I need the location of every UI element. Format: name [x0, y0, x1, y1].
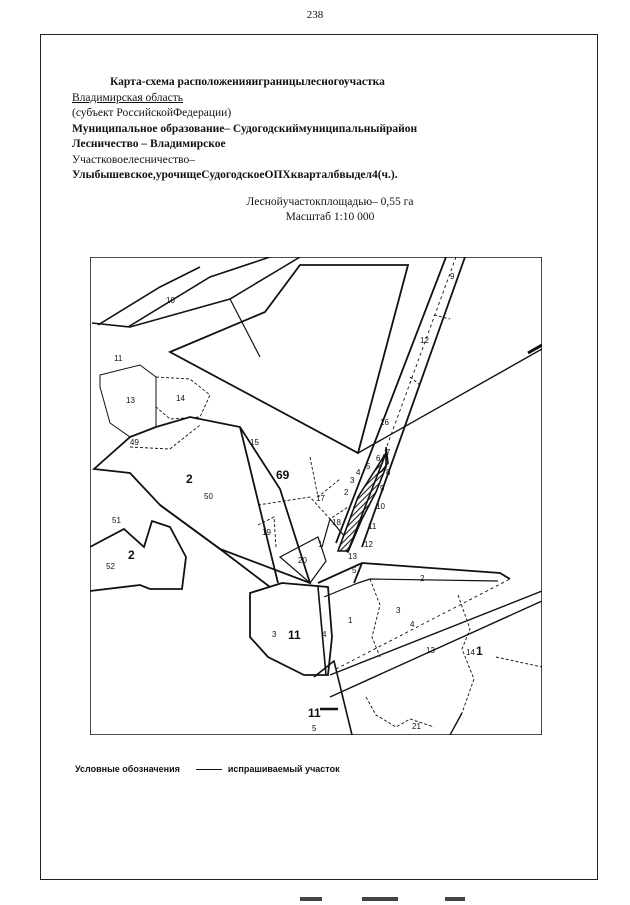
label-stand-11b: 11 — [368, 522, 377, 531]
boundary-line — [230, 299, 260, 357]
label-stand-3: 3 — [350, 476, 355, 485]
stand-boundary — [366, 697, 434, 727]
subdivision-line — [434, 315, 450, 319]
boundary-line — [92, 257, 300, 327]
label-stand-19: 19 — [262, 528, 271, 537]
label-stand-7: 7 — [386, 448, 391, 457]
label-stand-5-south: 5 — [312, 724, 317, 733]
label-stand-49: 49 — [130, 438, 139, 447]
road-line — [336, 257, 446, 543]
forestry-line: Лесничество – Владимирское — [72, 138, 226, 150]
map-legend — [75, 764, 340, 774]
label-stand-21: 21 — [412, 722, 421, 731]
page-number: 238 — [306, 9, 324, 21]
label-stand-3-east: 3 — [396, 606, 401, 615]
label-quarter-2: 2 — [186, 472, 193, 486]
label-stand-11: 11 — [114, 354, 123, 363]
label-quarter-69: 69 — [276, 468, 290, 482]
road-line — [98, 267, 200, 325]
boundary-line — [358, 349, 542, 453]
label-stand-14: 14 — [176, 394, 185, 403]
label-stand-8: 8 — [386, 468, 391, 477]
area-line: Леснойучастокплощадью– 0,55 га — [246, 196, 414, 208]
legend-title: Условные обозначения — [75, 764, 180, 774]
label-stand-3-south: 3 — [272, 630, 277, 639]
label-quarter-1: 1 — [476, 644, 483, 658]
label-stand-2-east: 2 — [420, 574, 425, 583]
forest-map — [90, 257, 542, 735]
boundary-line — [330, 601, 542, 697]
scan-mark — [445, 897, 465, 901]
label-stand-13: 13 — [126, 396, 135, 405]
label-stand-14-east: 14 — [466, 648, 475, 657]
label-stand-4-south: 4 — [322, 630, 327, 639]
stand-boundary — [258, 497, 348, 519]
scan-mark — [362, 897, 398, 901]
label-stand-5b: 5 — [352, 566, 357, 575]
stand-boundary — [496, 657, 542, 667]
boundary-line — [160, 505, 270, 587]
boundary-line — [330, 591, 542, 675]
region-name: Владимирская область — [72, 91, 184, 104]
label-stand-13-east: 13 — [426, 646, 435, 655]
quarter-boundary — [90, 521, 186, 591]
stand-boundary — [310, 457, 340, 497]
stand-boundary — [370, 579, 380, 657]
legend-line-symbol — [196, 769, 222, 770]
label-quarter-9: 9 — [450, 272, 455, 281]
label-stand-15: 15 — [250, 438, 259, 447]
label-stand-10: 10 — [166, 296, 175, 305]
label-stand-10b: 10 — [376, 502, 385, 511]
boundary-mark — [528, 345, 542, 353]
region-note: (субъект РоссийскойФедерации) — [72, 107, 232, 119]
label-stand-12: 12 — [420, 336, 429, 345]
label-stand-5: 5 — [366, 462, 371, 471]
boundary-line — [324, 579, 498, 597]
stand-boundary — [130, 425, 200, 449]
subdivision-line — [410, 377, 420, 385]
map-header — [72, 75, 552, 184]
municipality-line: Муниципальное образование– Судогодскиймуниципальныйрайон — [72, 122, 418, 135]
label-stand-9: 9 — [380, 484, 385, 493]
boundary-line — [314, 661, 352, 735]
label-stand-12b: 12 — [364, 540, 373, 549]
district-value: Улыбышевское,урочищеСудогодскоеОПХкварталбвыдел4(ч.). — [72, 169, 398, 181]
label-stand-52: 52 — [106, 562, 115, 571]
legend-item: испрашиваемый участок — [227, 764, 340, 774]
label-stand-4-east: 4 — [410, 620, 415, 629]
district-label: Участковоелесничество– — [72, 153, 195, 166]
quarter-boundary — [94, 417, 310, 583]
boundary-line — [450, 713, 462, 735]
label-stand-51: 51 — [112, 516, 121, 525]
label-stand-2: 2 — [344, 488, 349, 497]
label-stand-1-east: 1 — [348, 616, 353, 625]
label-stand-16: 16 — [380, 418, 389, 427]
scale-line: Масштаб 1:10 000 — [285, 211, 375, 223]
label-quarter-2-south: 2 — [128, 548, 135, 562]
area-block — [200, 195, 460, 225]
label-quarter-11: 11 — [288, 628, 301, 642]
label-quarter-11-south: 11 — [308, 706, 321, 720]
label-stand-13b: 13 — [348, 552, 357, 561]
label-stand-6: 6 — [376, 454, 381, 463]
boundary-line — [500, 573, 542, 735]
label-stand-4: 4 — [356, 468, 361, 477]
label-stand-1: 1 — [318, 540, 323, 549]
label-stand-17: 17 — [316, 494, 325, 503]
scan-marks — [0, 890, 630, 905]
map-title: Карта-схема расположенияиграницылесногоучастка — [110, 76, 385, 88]
scan-mark — [300, 897, 322, 901]
label-stand-50: 50 — [204, 492, 213, 501]
label-stand-18: 18 — [332, 518, 341, 527]
quarter-boundary — [170, 265, 408, 453]
label-stand-20: 20 — [298, 556, 307, 565]
